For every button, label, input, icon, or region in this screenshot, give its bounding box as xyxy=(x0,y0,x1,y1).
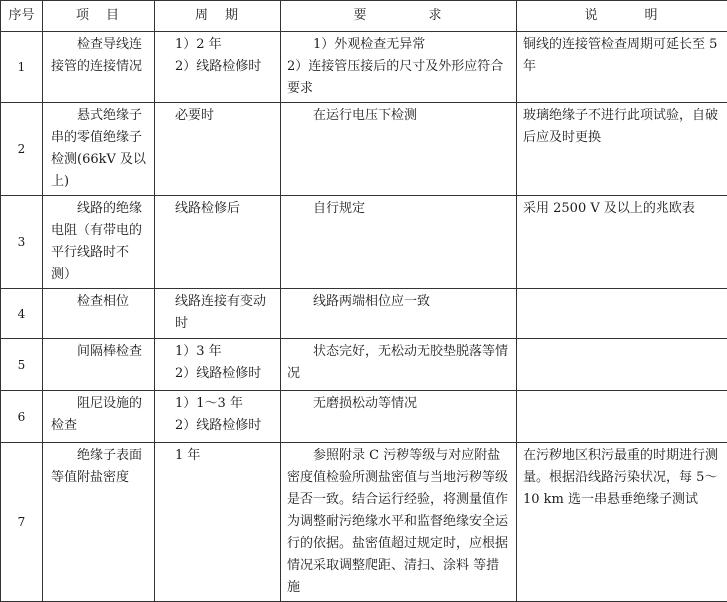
header-requirement: 要 求 xyxy=(281,1,517,32)
cell-seq: 2 xyxy=(1,103,43,196)
cell-note xyxy=(517,391,727,443)
cell-cycle: 1 年 xyxy=(155,443,281,602)
cell-note: 在污秽地区积污最重的时期进行测量。根据沿线路污染状况，每 5～10 km 选一串悬垂绝缘子测试 xyxy=(517,443,727,602)
cell-cycle: 1）1～3 年 2）线路检修时 xyxy=(155,391,281,443)
table-row xyxy=(1,391,727,443)
table-header xyxy=(1,1,727,32)
cell-note: 玻璃绝缘子不进行此项试验，自破后应及时更换 xyxy=(517,103,727,196)
cell-seq: 5 xyxy=(1,339,43,391)
cell-requirement: 在运行电压下检测 xyxy=(281,103,517,196)
table-row xyxy=(1,289,727,339)
cell-seq: 4 xyxy=(1,289,43,339)
cell-seq: 3 xyxy=(1,196,43,289)
cell-cycle: 必要时 xyxy=(155,103,281,196)
table-row xyxy=(1,32,727,103)
header-seq: 序号 xyxy=(1,1,43,32)
cell-requirement: 1）外观检查无异常 2）连接管压接后的尺寸及外形应符合要求 xyxy=(281,32,517,103)
header-row xyxy=(1,1,727,32)
cell-item: 间隔棒检查 xyxy=(43,339,155,391)
cell-item: 线路的绝缘电阻（有带电的平行线路时不测） xyxy=(43,196,155,289)
cell-requirement: 状态完好，无松动无胶垫脱落等情况 xyxy=(281,339,517,391)
cell-note: 采用 2500 V 及以上的兆欧表 xyxy=(517,196,727,289)
cell-requirement: 无磨损松动等情况 xyxy=(281,391,517,443)
cell-cycle: 1）3 年 2）线路检修时 xyxy=(155,339,281,391)
cell-requirement: 参照附录 C 污秽等级与对应附盐密度值检验所测盐密值与当地污秽等级是否一致。结合运行经验，将测量值作为调整耐污绝缘水平和监督绝缘安全运行的依据。盐密值超过规定时，应根据情况采取调整爬距、清扫、涂料 等措施 xyxy=(281,443,517,602)
header-cycle: 周 期 xyxy=(155,1,281,32)
cell-note xyxy=(517,339,727,391)
cell-item: 阻尼设施的检查 xyxy=(43,391,155,443)
table-body xyxy=(1,32,727,602)
cell-seq: 7 xyxy=(1,443,43,602)
cell-item: 检查导线连接管的连接情况 xyxy=(43,32,155,103)
cell-requirement: 自行规定 xyxy=(281,196,517,289)
cell-cycle: 线路检修后 xyxy=(155,196,281,289)
table-row xyxy=(1,339,727,391)
cell-seq: 1 xyxy=(1,32,43,103)
header-item: 项 目 xyxy=(43,1,155,32)
cell-note xyxy=(517,289,727,339)
cell-cycle: 线路连接有变动时 xyxy=(155,289,281,339)
cell-seq: 6 xyxy=(1,391,43,443)
table-row xyxy=(1,443,727,602)
table-row xyxy=(1,103,727,196)
cell-cycle: 1）2 年 2）线路检修时 xyxy=(155,32,281,103)
cell-requirement: 线路两端相位应一致 xyxy=(281,289,517,339)
cell-item: 绝缘子表面等值附盐密度 xyxy=(43,443,155,602)
header-note: 说 明 xyxy=(517,1,727,32)
cell-note: 铜线的连接管检查周期可延长至 5 年 xyxy=(517,32,727,103)
table-row xyxy=(1,196,727,289)
cell-item: 检查相位 xyxy=(43,289,155,339)
cell-item: 悬式绝缘子串的零值绝缘子检测(66kV 及以上) xyxy=(43,103,155,196)
